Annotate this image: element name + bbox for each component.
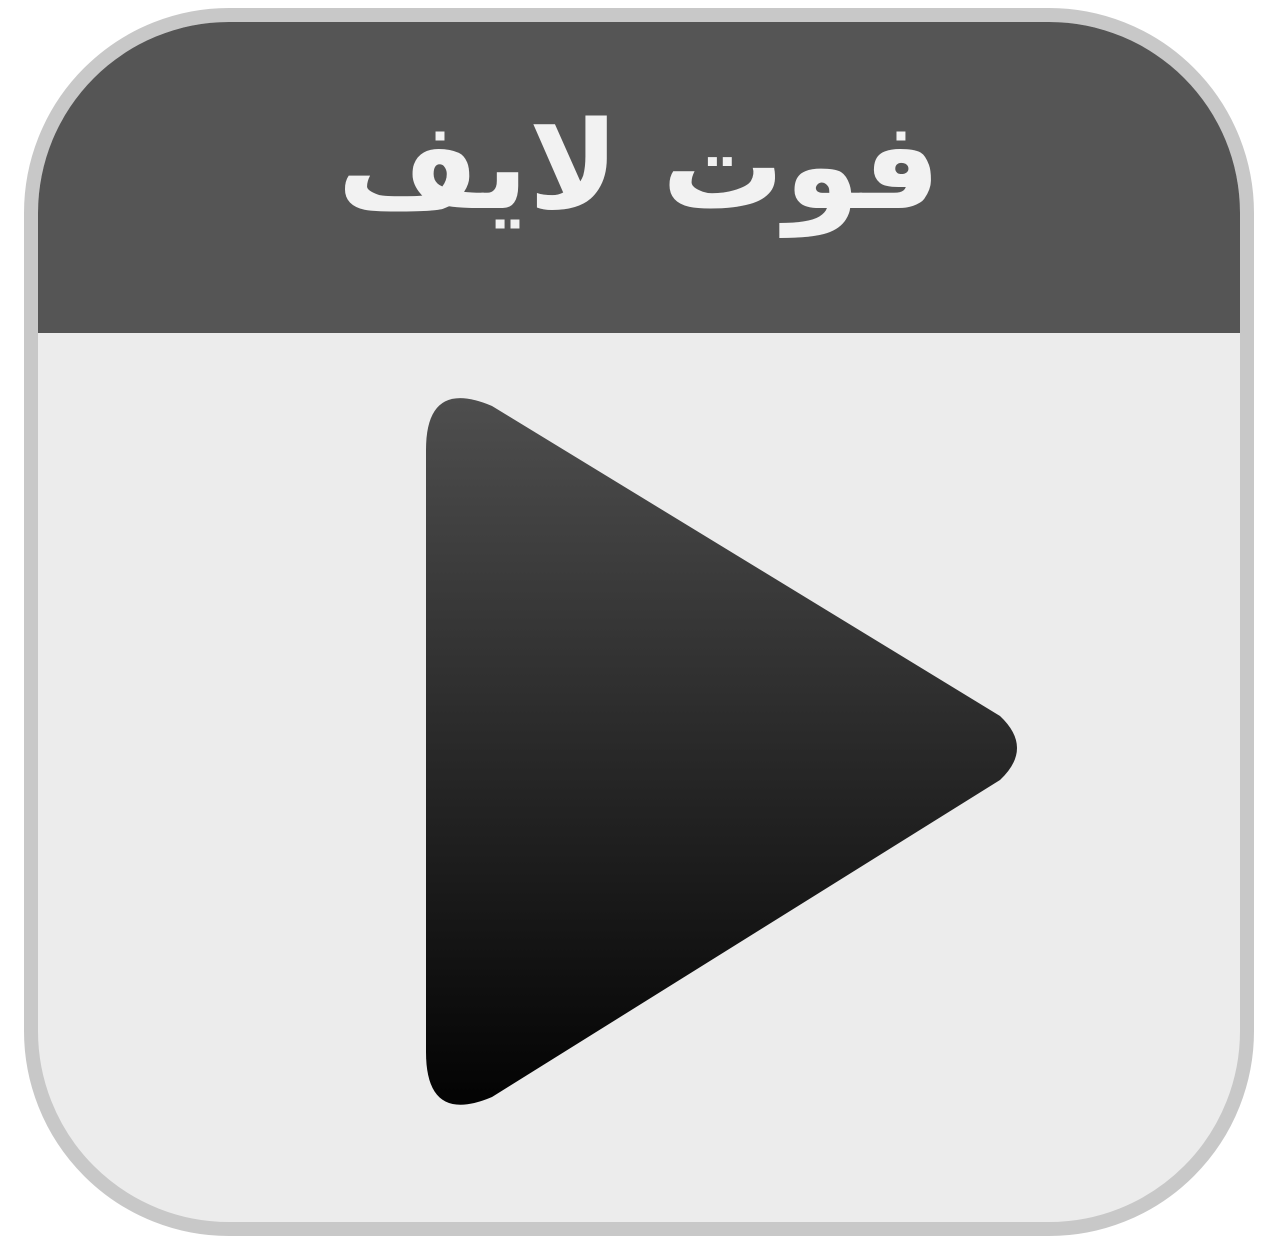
app-title: فوت لايف — [337, 94, 941, 237]
icon-header — [38, 22, 1240, 333]
